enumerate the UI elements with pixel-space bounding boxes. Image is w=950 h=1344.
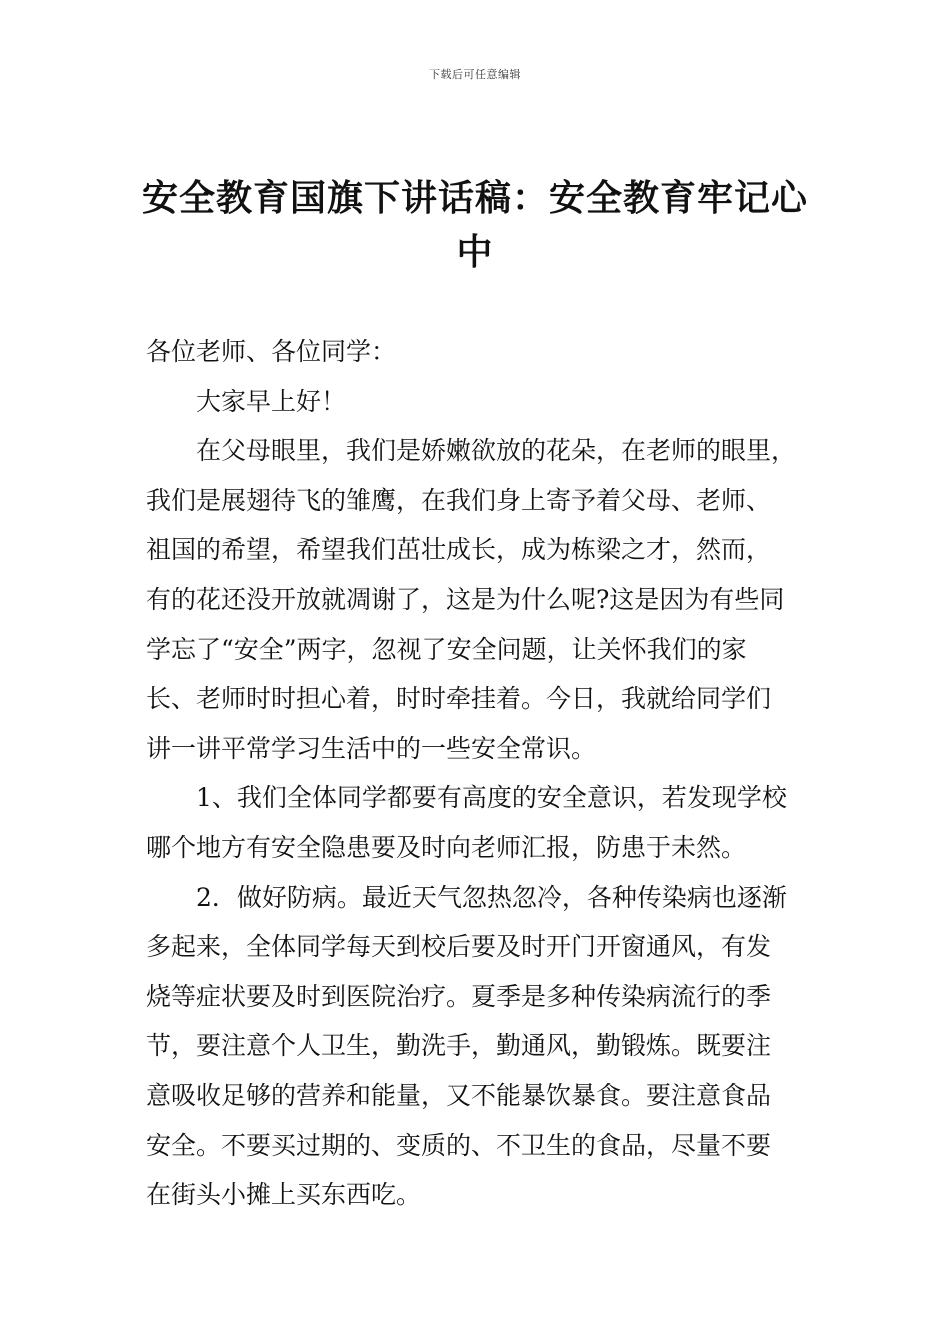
salutation: 各位老师、各位同学： [146, 337, 397, 366]
text-line: 在父母眼里，我们是娇嫩欲放的花朵，在老师的眼里， [196, 436, 797, 466]
document-title: 安全教育国旗下讲话稿：安全教育牢记心中 [141, 178, 808, 273]
text-line: 1、我们全体同学都要有高度的安全意识，若发现学校 [196, 783, 787, 813]
text-line: 节，要注意个人卫生，勤洗手，勤通风，勤锻炼。既要注 [146, 1031, 772, 1061]
text-line: 多起来，全体同学每天到校后要及时开门开窗通风，有发 [146, 932, 772, 962]
text-line: 我们是展翅待飞的雏鹰，在我们身上寄予着父母、老师、 [146, 485, 772, 515]
header-note: 下载后可任意编辑 [429, 68, 521, 81]
greeting: 大家早上好！ [196, 386, 347, 416]
text-line: 哪个地方有安全隐患要及时向老师汇报，防患于未然。 [146, 832, 747, 862]
text-line: 讲一讲平常学习生活中的一些安全常识。 [146, 733, 597, 763]
text-line: 2．做好防病。最近天气忽热忽冷，各种传染病也逐渐 [196, 882, 787, 912]
text-line: 有的花还没开放就凋谢了，这是为什么呢?这是因为有些同 [146, 584, 785, 614]
text-line: 学忘了“安全”两字，忽视了安全问题，让关怀我们的家 [146, 634, 747, 664]
paragraph-item-2 [146, 873, 826, 1220]
paragraph-item-1 [146, 773, 826, 872]
text-line: 在街头小摊上买东西吃。 [146, 1180, 422, 1210]
text-line: 长、老师时时担心着，时时牵挂着。今日，我就给同学们 [146, 684, 772, 714]
text-line: 祖国的希望，希望我们茁壮成长，成为栋梁之才，然而， [146, 535, 772, 565]
paragraph-intro [146, 426, 826, 773]
text-line: 意吸收足够的营养和能量，又不能暴饮暴食。要注意食品 [146, 1080, 772, 1110]
text-line: 安全。不要买过期的、变质的、不卫生的食品，尽量不要 [146, 1130, 772, 1160]
text-line: 烧等症状要及时到医院治疗。夏季是多种传染病流行的季 [146, 981, 772, 1011]
document-body [146, 327, 826, 1220]
